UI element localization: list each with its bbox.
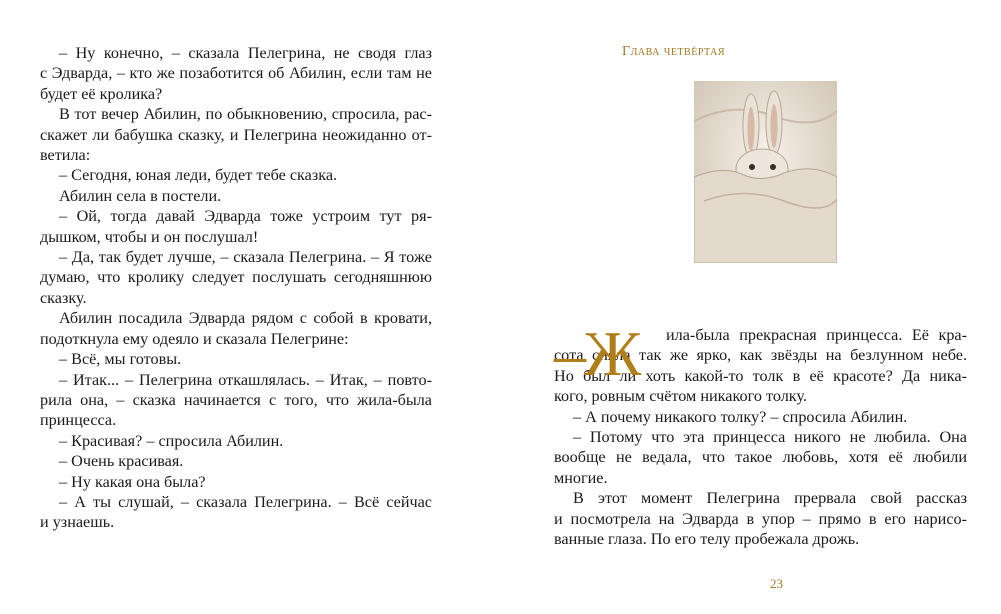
text-line: Абилин посадила Эдварда рядом с собой в кровати, [59, 309, 432, 328]
text-line: В этот момент Пелегрина прервала свой рассказ [573, 489, 967, 508]
text-line: и посмотрела на Эдварда в упор – прямо в его нарисо- [554, 509, 967, 528]
text-line: – Ну какая она была? [59, 472, 206, 491]
drop-cap: –Ж [554, 318, 640, 389]
text-line: сота сияла так же ярко, как звёзды на безлунном небе. [554, 346, 967, 365]
text-line: с Эдварда, – кто же позаботится об Абилин, если там не [40, 64, 432, 83]
text-line: – Всё, мы готовы. [59, 350, 182, 369]
text-line: – Да, так будет лучше, – сказала Пелегрина. – Я тоже [59, 248, 432, 267]
text-line: – Итак... – Пелегрина откашлялась. – Итак, – повто- [59, 370, 432, 389]
chapter-title [434, 44, 935, 64]
text-line: Абилин села в постели. [59, 186, 222, 205]
text-line: – А почему никакого толку? – спросила Абилин. [573, 407, 908, 426]
right-page [500, 0, 1001, 614]
text-line: думаю, что кролику следует послушать сегодняшнюю [40, 268, 432, 287]
text-line: – Очень красивая. [59, 452, 184, 471]
page-number: 23 [770, 576, 783, 591]
left-page-text [40, 43, 500, 533]
text-line: многие. [554, 468, 608, 487]
text-line: – Потому что эта принцесса никого не любила. Она [573, 428, 967, 447]
text-line: В тот вечер Абилин, по обыкновению, спросила, рас- [59, 105, 432, 124]
text-line: – Ну конечно, – сказала Пелегрина, не сводя глаз [59, 44, 432, 62]
text-line: рила она, – сказка начинается с того, что жила-была [40, 390, 432, 409]
text-line: кого, ровным счётом никакого толку. [554, 387, 807, 406]
left-page [0, 0, 500, 614]
text-line: сказку. [40, 288, 87, 307]
text-line: Но был ли хоть какой-то толк в её красоте? Да ника- [554, 366, 967, 385]
text-line: – А ты слушай, – сказала Пелегрина. – Всё сейчас [59, 492, 432, 511]
text-line: ветила: [40, 146, 91, 165]
text-line: скажет ли бабушка сказку, и Пелегрина неожиданно от- [40, 125, 432, 144]
text-line: будет её кролика? [40, 84, 163, 103]
text-line: вообще не ведала, что такое любовь, хотя её любили [554, 448, 967, 467]
text-line: принцесса. [40, 411, 117, 430]
text-line: ванные глаза. По его телу пробежала дрожь. [554, 530, 860, 549]
text-line: дышком, чтобы и он послушал! [40, 227, 259, 246]
text-line: – Красивая? – спросила Абилин. [59, 431, 284, 450]
rabbit-peeking-icon [694, 81, 837, 263]
rabbit-illustration [694, 81, 837, 263]
right-page-text [554, 290, 967, 549]
text-line: – Ой, тогда давай Эдварда тоже устроим тут ря- [59, 207, 432, 226]
text-line: ила-была прекрасная принцесса. Её кра- [666, 326, 967, 344]
text-line: подоткнула ему одеяло и сказала Пелегрине: [40, 329, 349, 348]
text-line: – Сегодня, юная леди, будет тебе сказка. [59, 166, 338, 185]
text-line: и узнаешь. [40, 513, 115, 532]
chapter-title-text: Глава четвёртая [621, 44, 726, 59]
